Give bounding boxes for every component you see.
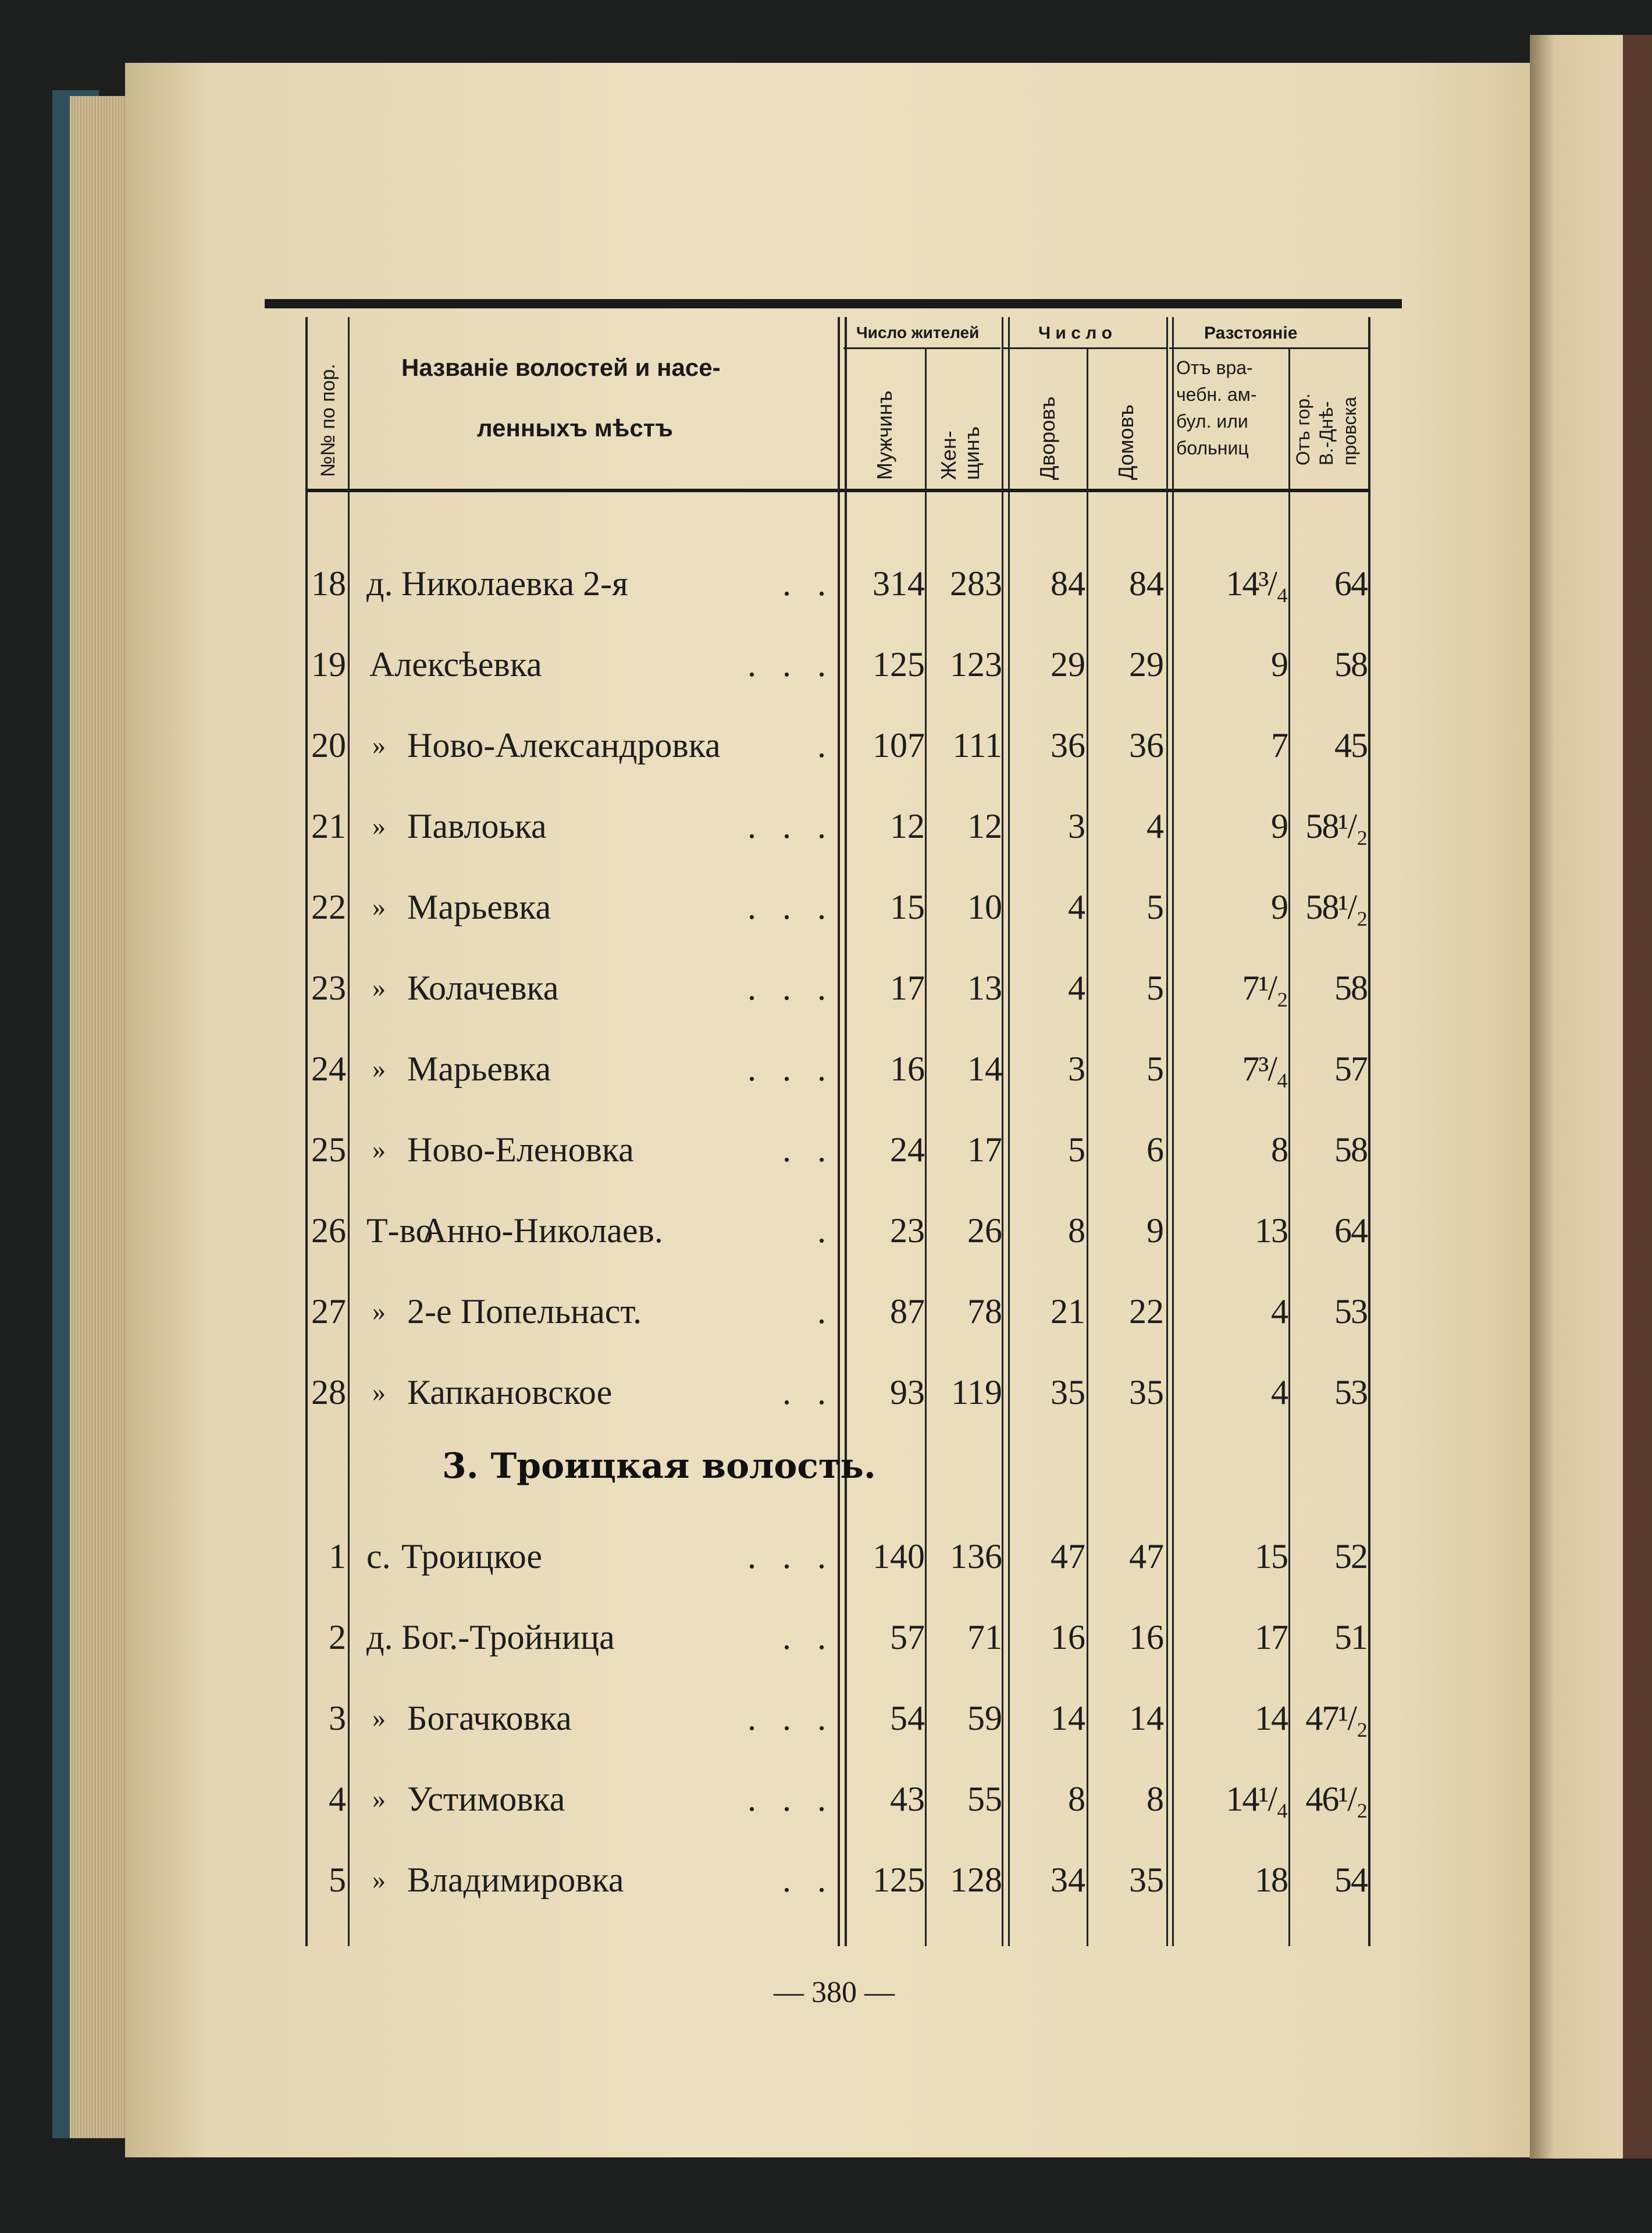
cell-houses: 6 bbox=[1147, 1130, 1164, 1169]
header-name-line1: Названіе волостей и насе- bbox=[401, 354, 721, 381]
cell-dots: . . . bbox=[747, 888, 826, 926]
cell-women: 123 bbox=[950, 645, 1002, 684]
cell-dist-med: 18 bbox=[1255, 1861, 1287, 1899]
cell-men: 15 bbox=[890, 888, 925, 926]
cell-women: 71 bbox=[967, 1618, 1002, 1656]
cell-number: 19 bbox=[311, 645, 346, 684]
header-group-rule bbox=[1169, 347, 1370, 349]
cell-yards: 4 bbox=[1068, 888, 1085, 926]
cell-number: 24 bbox=[311, 1050, 346, 1088]
cell-women: 119 bbox=[951, 1373, 1002, 1411]
cell-women: 17 bbox=[967, 1130, 1002, 1169]
cell-yards: 36 bbox=[1051, 726, 1085, 765]
cell-men: 87 bbox=[890, 1292, 925, 1331]
cell-number: 23 bbox=[311, 969, 346, 1007]
cell-prefix: » bbox=[372, 1784, 386, 1814]
cell-men: 24 bbox=[890, 1130, 925, 1169]
table-row bbox=[0, 1527, 1652, 1585]
cell-number: 28 bbox=[311, 1373, 346, 1411]
header-group-count: Ч и с л о bbox=[1038, 323, 1112, 343]
cell-name: Владимировка bbox=[407, 1861, 624, 1899]
cell-dist-med: 7¹/₂ bbox=[1242, 969, 1287, 1007]
cell-prefix: » bbox=[372, 1703, 386, 1733]
cell-prefix: » bbox=[372, 892, 386, 922]
table-row bbox=[0, 1851, 1652, 1909]
cell-men: 16 bbox=[890, 1050, 925, 1088]
cell-dots: . . bbox=[782, 1130, 826, 1169]
header-group-inhabitants: Число жителей bbox=[856, 323, 980, 342]
table-row bbox=[0, 635, 1652, 694]
cell-name: Марьевка bbox=[407, 888, 551, 926]
cell-yards: 4 bbox=[1068, 969, 1085, 1007]
cell-yards: 14 bbox=[1051, 1699, 1085, 1737]
cell-number: 25 bbox=[311, 1130, 346, 1169]
cell-dist-med: 9 bbox=[1271, 807, 1287, 845]
cell-men: 23 bbox=[890, 1211, 925, 1250]
cell-dist-city: 45 bbox=[1334, 726, 1367, 765]
cell-houses: 35 bbox=[1129, 1373, 1164, 1411]
cell-dots: . bbox=[817, 1211, 826, 1250]
cell-men: 12 bbox=[890, 807, 925, 845]
cell-dots: . bbox=[817, 1292, 826, 1331]
cell-yards: 8 bbox=[1068, 1780, 1085, 1818]
cell-men: 125 bbox=[873, 645, 925, 684]
cell-men: 43 bbox=[890, 1780, 925, 1818]
cell-name: Алексѣевка bbox=[369, 645, 542, 684]
cell-prefix: » bbox=[372, 1135, 386, 1164]
cell-dist-city: 53 bbox=[1334, 1292, 1367, 1331]
cell-dist-med: 4 bbox=[1271, 1373, 1287, 1411]
cell-women: 55 bbox=[967, 1780, 1002, 1818]
cell-dots: . . . bbox=[747, 1537, 826, 1576]
cell-men: 17 bbox=[890, 969, 925, 1007]
cell-dist-city: 64 bbox=[1334, 564, 1367, 603]
header-women-line1: Жен- bbox=[937, 431, 960, 480]
cell-men: 54 bbox=[890, 1699, 925, 1737]
cell-women: 283 bbox=[950, 564, 1002, 603]
cell-prefix: д. bbox=[366, 1618, 393, 1656]
header-group-rule bbox=[843, 347, 1001, 349]
cell-name: Колачевка bbox=[407, 969, 559, 1007]
cell-dots: . . . bbox=[747, 969, 826, 1007]
cell-dist-med: 14³/₄ bbox=[1226, 564, 1287, 603]
cell-yards: 21 bbox=[1051, 1292, 1085, 1331]
cell-name: Капкановское bbox=[407, 1373, 613, 1411]
table-row bbox=[0, 1363, 1652, 1421]
cell-name: Ново-Александровка bbox=[407, 726, 721, 765]
header-houses: Домовъ bbox=[1114, 404, 1138, 480]
cell-yards: 29 bbox=[1051, 645, 1085, 684]
cell-dots: . . . bbox=[747, 1780, 826, 1818]
cell-women: 59 bbox=[967, 1699, 1002, 1737]
table-row bbox=[0, 1282, 1652, 1340]
cell-yards: 5 bbox=[1068, 1130, 1085, 1169]
cell-name: Анно-Николаев. bbox=[422, 1211, 663, 1250]
cell-dist-med: 15 bbox=[1255, 1537, 1287, 1576]
cell-number: 22 bbox=[311, 888, 346, 926]
cell-houses: 16 bbox=[1129, 1618, 1164, 1656]
cell-name: Богачковка bbox=[407, 1699, 572, 1737]
table-row bbox=[0, 1040, 1652, 1098]
cell-women: 13 bbox=[967, 969, 1002, 1007]
cell-houses: 8 bbox=[1147, 1780, 1164, 1818]
table-row bbox=[0, 1689, 1652, 1747]
cell-dist-city: 58¹/₂ bbox=[1305, 888, 1367, 926]
table-row bbox=[0, 1770, 1652, 1828]
table-top-rule bbox=[265, 299, 1402, 308]
cell-prefix: » bbox=[372, 811, 386, 841]
cell-yards: 47 bbox=[1051, 1537, 1085, 1576]
cell-prefix: » bbox=[372, 730, 386, 760]
cell-houses: 5 bbox=[1147, 1050, 1164, 1088]
cell-dots: . . bbox=[782, 564, 826, 603]
cell-houses: 4 bbox=[1147, 807, 1164, 845]
cell-prefix: » bbox=[372, 1054, 386, 1083]
header-group-distance: Разстояніе bbox=[1204, 323, 1298, 343]
cell-name: 2-е Попельнаст. bbox=[407, 1292, 642, 1331]
cell-men: 57 bbox=[890, 1618, 925, 1656]
cell-men: 314 bbox=[873, 564, 925, 603]
header-women-line2: щинъ bbox=[960, 426, 984, 480]
cell-women: 14 bbox=[967, 1050, 1002, 1088]
cell-dist-med: 7³/₄ bbox=[1242, 1050, 1287, 1088]
cell-dist-city: 58¹/₂ bbox=[1305, 807, 1367, 845]
cell-dist-med: 4 bbox=[1271, 1292, 1287, 1331]
cell-dist-city: 54 bbox=[1334, 1861, 1367, 1899]
header-yards: Дворовъ bbox=[1035, 396, 1059, 480]
cell-number: 3 bbox=[329, 1699, 346, 1737]
table-row bbox=[0, 1201, 1652, 1260]
page-number: — 380 — bbox=[774, 1976, 895, 2009]
cell-dist-city: 64 bbox=[1334, 1211, 1367, 1250]
cell-men: 140 bbox=[873, 1537, 925, 1576]
cell-prefix: » bbox=[372, 1377, 386, 1407]
cell-dots: . . . bbox=[747, 645, 826, 684]
cell-dist-med: 13 bbox=[1255, 1211, 1287, 1250]
cell-name: Троицкое bbox=[401, 1537, 543, 1576]
cell-dist-city: 57 bbox=[1334, 1050, 1367, 1088]
cell-dist-med: 8 bbox=[1271, 1130, 1287, 1169]
cell-dots: . . . bbox=[747, 1050, 826, 1088]
cell-dist-med: 14 bbox=[1255, 1699, 1287, 1737]
cell-houses: 5 bbox=[1147, 888, 1164, 926]
cell-yards: 35 bbox=[1051, 1373, 1085, 1411]
cell-dist-med: 14¹/₄ bbox=[1226, 1780, 1287, 1818]
cell-yards: 34 bbox=[1051, 1861, 1085, 1899]
cell-dist-med: 9 bbox=[1271, 888, 1287, 926]
cell-dist-med: 9 bbox=[1271, 645, 1287, 684]
table-row bbox=[0, 1121, 1652, 1179]
cell-number: 5 bbox=[329, 1861, 346, 1899]
cell-women: 10 bbox=[967, 888, 1002, 926]
cell-number: 21 bbox=[311, 807, 346, 845]
section-title: 3. Троицкая волость. bbox=[442, 1446, 876, 1487]
cell-dots: . bbox=[817, 726, 826, 765]
cell-prefix: с. bbox=[366, 1537, 391, 1576]
cell-dist-city: 52 bbox=[1334, 1537, 1367, 1576]
cell-number: 20 bbox=[311, 726, 346, 765]
header-name-line2: ленныхъ мѣстъ bbox=[477, 414, 673, 442]
cell-women: 111 bbox=[952, 726, 1002, 765]
table-row bbox=[0, 716, 1652, 774]
cell-women: 78 bbox=[967, 1292, 1002, 1331]
header-men: Мужчинъ bbox=[873, 390, 896, 480]
header-dist-city-line2: В.-Днѣ- bbox=[1316, 401, 1337, 465]
cell-dots: . . . bbox=[747, 1699, 826, 1737]
cell-dist-med: 7 bbox=[1271, 726, 1287, 765]
header-dist-med-line3: бул. или bbox=[1176, 411, 1248, 432]
cell-men: 107 bbox=[873, 726, 925, 765]
header-group-rule bbox=[1003, 347, 1166, 349]
cell-yards: 3 bbox=[1068, 807, 1085, 845]
cell-number: 2 bbox=[329, 1618, 346, 1656]
cell-prefix: » bbox=[372, 973, 386, 1002]
cell-prefix: » bbox=[372, 1296, 386, 1326]
table-row bbox=[0, 797, 1652, 855]
cell-prefix: д. bbox=[366, 564, 393, 603]
cell-houses: 35 bbox=[1129, 1861, 1164, 1899]
cell-number: 18 bbox=[311, 564, 346, 603]
cell-number: 4 bbox=[329, 1780, 346, 1818]
cell-houses: 29 bbox=[1129, 645, 1164, 684]
cell-women: 136 bbox=[950, 1537, 1002, 1576]
table-row bbox=[0, 878, 1652, 936]
cell-men: 125 bbox=[873, 1861, 925, 1899]
cell-number: 27 bbox=[311, 1292, 346, 1331]
cell-houses: 47 bbox=[1129, 1537, 1164, 1576]
cell-houses: 22 bbox=[1129, 1292, 1164, 1331]
header-dist-city-line3: провска bbox=[1339, 396, 1360, 465]
cell-number: 26 bbox=[311, 1211, 346, 1250]
table-row bbox=[0, 1608, 1652, 1666]
cell-name: Устимовка bbox=[407, 1780, 565, 1818]
cell-dist-city: 46¹/₂ bbox=[1305, 1780, 1367, 1818]
cell-dots: . . . bbox=[747, 807, 826, 845]
cell-dist-city: 58 bbox=[1334, 645, 1367, 684]
cell-prefix: » bbox=[372, 1865, 386, 1894]
cell-houses: 5 bbox=[1147, 969, 1164, 1007]
cell-dist-city: 47¹/₂ bbox=[1305, 1699, 1367, 1737]
cell-yards: 16 bbox=[1051, 1618, 1085, 1656]
cell-name: Павлоька bbox=[407, 807, 547, 845]
cell-dots: . . bbox=[782, 1618, 826, 1656]
header-dist-city-line1: Отъ гор. bbox=[1293, 393, 1313, 465]
header-number: №№ по пор. bbox=[317, 364, 339, 477]
cell-dist-city: 51 bbox=[1334, 1618, 1367, 1656]
cell-name: Николаевка 2-я bbox=[401, 564, 628, 603]
cell-yards: 8 bbox=[1068, 1211, 1085, 1250]
cell-name: Бог.-Тройница bbox=[401, 1618, 615, 1656]
table-row bbox=[0, 959, 1652, 1017]
cell-dots: . . bbox=[782, 1861, 826, 1899]
cell-men: 93 bbox=[890, 1373, 925, 1411]
cell-women: 128 bbox=[950, 1861, 1002, 1899]
cell-women: 26 bbox=[967, 1211, 1002, 1250]
cell-name: Ново-Еленовка bbox=[407, 1130, 634, 1169]
table-row bbox=[0, 554, 1652, 613]
cell-dots: . . bbox=[782, 1373, 826, 1411]
cell-number: 1 bbox=[329, 1537, 346, 1576]
cell-name: Марьевка bbox=[407, 1050, 551, 1088]
cell-dist-city: 53 bbox=[1334, 1373, 1367, 1411]
cell-houses: 14 bbox=[1129, 1699, 1164, 1737]
header-dist-med-line2: чебн. ам- bbox=[1176, 384, 1257, 405]
cell-yards: 84 bbox=[1051, 564, 1085, 603]
header-dist-med-line1: Отъ вра- bbox=[1176, 357, 1253, 378]
cell-dist-city: 58 bbox=[1334, 1130, 1367, 1169]
cell-dist-city: 58 bbox=[1334, 969, 1367, 1007]
cell-yards: 3 bbox=[1068, 1050, 1085, 1088]
cell-women: 12 bbox=[967, 807, 1002, 845]
cell-houses: 9 bbox=[1147, 1211, 1164, 1250]
header-dist-med-line4: больниц bbox=[1176, 438, 1249, 458]
cell-houses: 36 bbox=[1129, 726, 1164, 765]
cell-houses: 84 bbox=[1129, 564, 1164, 603]
cell-prefix: Т-во bbox=[366, 1211, 433, 1250]
cell-dist-med: 17 bbox=[1255, 1618, 1287, 1656]
